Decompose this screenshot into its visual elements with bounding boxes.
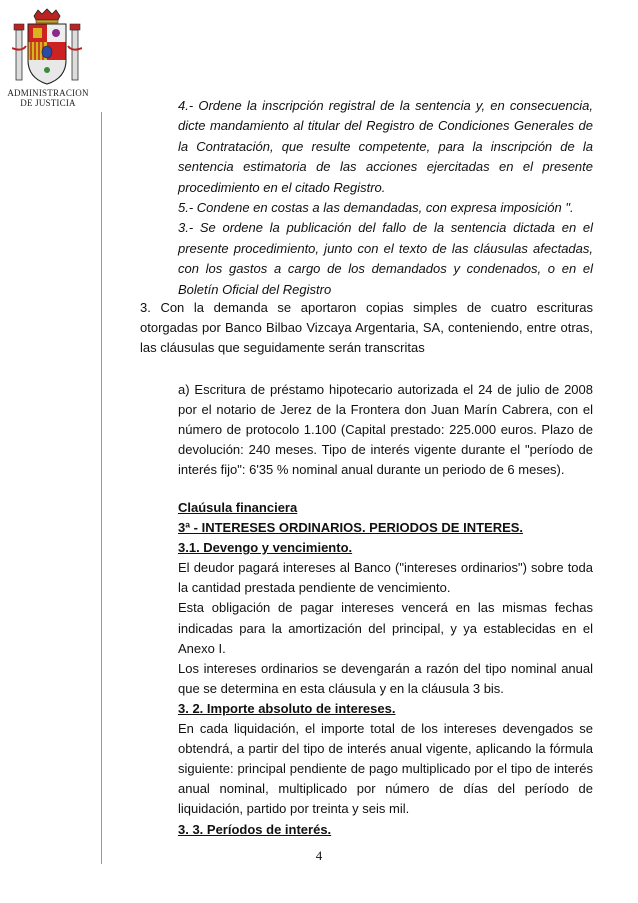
- clause-heading-financiera: Claúsula financiera: [178, 500, 298, 515]
- quote-paragraph-4: 4.- Ordene la inscripción registral de la sentencia y, en consecuencia, dicte mandamiento al titular del Registro de Condiciones Generales de la Contratación, que resulte competente, para la inscripción de la sentencia estimatoria de las acciones ejercitadas en el presente procedimiento en el citado Registro.: [178, 98, 593, 195]
- clause-section: [178, 498, 593, 840]
- clause-paragraph-1: El deudor pagará intereses al Banco ("intereses ordinarios") sobre toda la cantidad prestada pendiente de vencimiento.: [178, 560, 593, 596]
- coat-of-arms-icon: [12, 8, 82, 90]
- page-number: 4: [315, 848, 323, 863]
- clause-heading-intereses: 3ª - INTERESES ORDINARIOS. PERIODOS DE INTERES.: [178, 520, 524, 536]
- clause-heading-3-2: 3. 2. Importe absoluto de intereses.: [178, 700, 396, 716]
- quote-paragraph-3: 3.- Se ordene la publicación del fallo de la sentencia dictada en el presente procedimiento, junto con el texto de las cláusulas afectadas, con los gastos a cargo de los demandados y condenados, o en el Boletín Oficial del Registro: [178, 220, 593, 297]
- quote-paragraph-5: 5.- Condene en costas a las demandadas, con expresa imposición ".: [178, 200, 574, 216]
- issuer-label-line2: DE JUSTICIA: [20, 98, 76, 108]
- deed-paragraph-a: a) Escritura de préstamo hipotecario autorizada el 24 de julio de 2008 por el notario de Jerez de la Frontera don Juan Marín Cabrera, con el número de protocolo 1.100 (Capital prestado: 225.000 euros. Plazo de devolución: 240 meses. Tipo de interés vigente durante el "período de interés fijo": 6'35 % nominal anual durante un periodo de 6 meses).: [178, 382, 593, 478]
- clause-paragraph-3: Los intereses ordinarios se devengarán a razón del tipo nominal anual que se determina en esta cláusula y en la cláusula 3 bis.: [178, 660, 593, 696]
- clause-heading-3-3: 3. 3. Períodos de interés.: [178, 821, 332, 837]
- clause-heading-3-1: 3.1. Devengo y vencimiento.: [178, 540, 353, 556]
- body-paragraph-3: 3. Con la demanda se aportaron copias simples de cuatro escrituras otorgadas por Banco Bilbao Vizcaya Argentaria, SA, conteniendo, entre otras, las cláusulas que seguidamente serán transcritas: [140, 300, 593, 356]
- clause-paragraph-4: En cada liquidación, el importe total de los intereses devengados se obtendrá, a partir del tipo de interés anual vigente, aplicando la fórmula siguiente: principal pendiente de pago multiplicado por el tipo de interés anual nominal, multiplicado por número de días del período de liquidación, partido por treinta y seis mil.: [178, 721, 593, 817]
- deed-description: [178, 380, 593, 480]
- margin-rule: [101, 112, 102, 864]
- clause-paragraph-2: Esta obligación de pagar intereses vencerá en las mismas fechas indicadas para la amortización del principal, y ya establecidas en el Anexo I.: [178, 600, 593, 656]
- quoted-requests: [178, 96, 593, 300]
- body-text: [140, 298, 593, 359]
- issuer-label-line1: ADMINISTRACION: [7, 88, 89, 98]
- issuer-label: [3, 88, 93, 108]
